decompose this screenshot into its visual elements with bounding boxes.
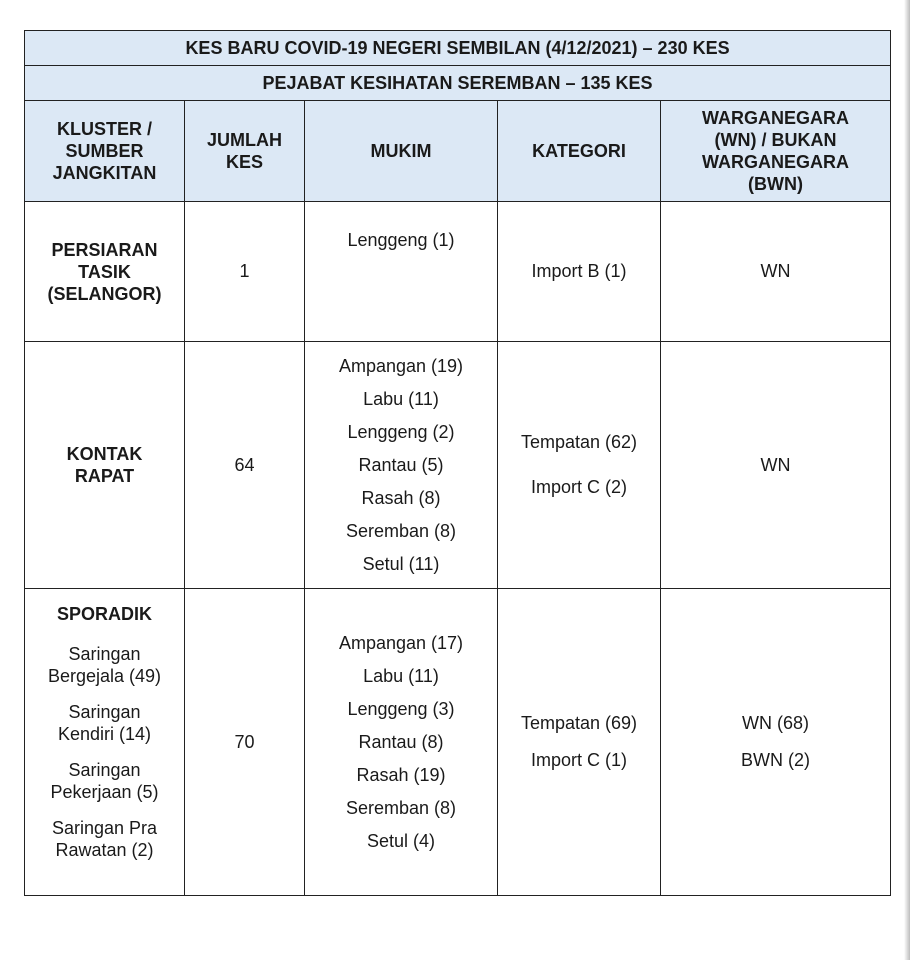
header-total-line: KES	[225, 152, 263, 172]
category-cell	[498, 342, 661, 589]
sporadic-sub-line: Bergejala (49)	[47, 666, 162, 686]
table-row	[25, 589, 891, 896]
mukim-item: Ampangan (17)	[338, 632, 464, 653]
covid-cases-table	[24, 30, 891, 896]
citizenship-item: WN	[760, 261, 791, 281]
category-cell	[498, 589, 661, 896]
category-item: Import B (1)	[531, 261, 627, 281]
header-mukim: MUKIM	[305, 101, 498, 202]
sporadic-sub-line: Rawatan (2)	[55, 840, 154, 860]
sporadic-sub-line: Saringan Pra	[51, 818, 158, 838]
mukim-cell	[305, 202, 498, 342]
header-total-line: JUMLAH	[207, 130, 282, 150]
mukim-item: Seremban (8)	[345, 797, 457, 818]
mukim-item: Labu (11)	[363, 388, 439, 409]
category-cell	[498, 202, 661, 342]
header-citizenship-line: (BWN)	[748, 174, 804, 194]
cluster-cell	[25, 589, 185, 896]
header-cluster-line: KLUSTER /	[56, 119, 152, 139]
citizenship-item: WN	[760, 454, 791, 475]
category-item: Tempatan (69)	[520, 713, 638, 733]
header-citizenship-line: WARGANEGARA	[702, 108, 850, 128]
mukim-item: Lenggeng (3)	[347, 698, 455, 719]
cluster-name-line: TASIK	[78, 261, 131, 282]
page-edge-shadow	[904, 0, 910, 960]
cluster-cell	[25, 342, 185, 589]
sporadic-sub-line: Saringan	[68, 644, 141, 664]
mukim-item: Seremban (8)	[345, 520, 457, 541]
sporadic-sub-item	[31, 643, 178, 687]
sporadic-sub-line: Saringan	[68, 702, 141, 722]
sporadic-sub-line: Saringan	[68, 760, 141, 780]
table-row	[25, 202, 891, 342]
citizenship-cell	[661, 589, 891, 896]
table-row	[25, 342, 891, 589]
sporadic-sub-item	[31, 817, 178, 861]
total-cell: 1	[185, 202, 305, 342]
citizenship-cell	[661, 342, 891, 589]
mukim-cell	[305, 589, 498, 896]
table-title: KES BARU COVID-19 NEGERI SEMBILAN (4/12/2021) – 230 KES	[25, 31, 891, 66]
table-subtitle: PEJABAT KESIHATAN SEREMBAN – 135 KES	[25, 66, 891, 101]
header-total	[185, 101, 305, 202]
cluster-name-line: (SELANGOR)	[47, 283, 162, 304]
citizenship-item: WN (68)	[742, 713, 810, 733]
cluster-cell	[25, 202, 185, 342]
mukim-item: Lenggeng (1)	[347, 230, 455, 250]
cluster-name-line: KONTAK	[66, 444, 143, 464]
mukim-item: Setul (4)	[366, 830, 436, 851]
mukim-cell	[305, 342, 498, 589]
total-cell: 70	[185, 589, 305, 896]
mukim-item: Rasah (19)	[356, 764, 446, 785]
citizenship-item: BWN (2)	[741, 750, 811, 770]
header-category: KATEGORI	[498, 101, 661, 202]
mukim-item: Lenggeng (2)	[347, 421, 455, 442]
category-item: Import C (1)	[530, 750, 627, 770]
mukim-item: Rantau (5)	[358, 454, 444, 475]
sporadic-sub-item	[31, 759, 178, 803]
citizenship-cell	[661, 202, 891, 342]
cluster-name-line: RAPAT	[74, 466, 135, 486]
mukim-item: Labu (11)	[363, 665, 439, 686]
mukim-item: Rantau (8)	[358, 731, 444, 752]
category-item: Import C (2)	[530, 477, 627, 497]
cluster-name-line: PERSIARAN	[51, 239, 158, 260]
mukim-item: Setul (11)	[362, 553, 440, 574]
header-citizenship-line: WARGANEGARA	[702, 152, 850, 172]
sporadic-sub-line: Kendiri (14)	[57, 724, 152, 744]
total-cell: 64	[185, 342, 305, 589]
category-item: Tempatan (62)	[520, 432, 638, 452]
sporadic-sub-item	[31, 701, 178, 745]
header-cluster	[25, 101, 185, 202]
header-cluster-line: JANGKITAN	[52, 163, 157, 183]
cluster-name-line: SPORADIK	[56, 604, 152, 624]
sporadic-sub-line: Pekerjaan (5)	[50, 782, 159, 802]
header-row	[25, 101, 891, 202]
header-citizenship-line: (WN) / BUKAN	[714, 130, 837, 150]
mukim-item: Rasah (8)	[361, 487, 441, 508]
header-citizenship	[661, 101, 891, 202]
header-cluster-line: SUMBER	[65, 141, 144, 161]
mukim-item: Ampangan (19)	[338, 355, 464, 376]
